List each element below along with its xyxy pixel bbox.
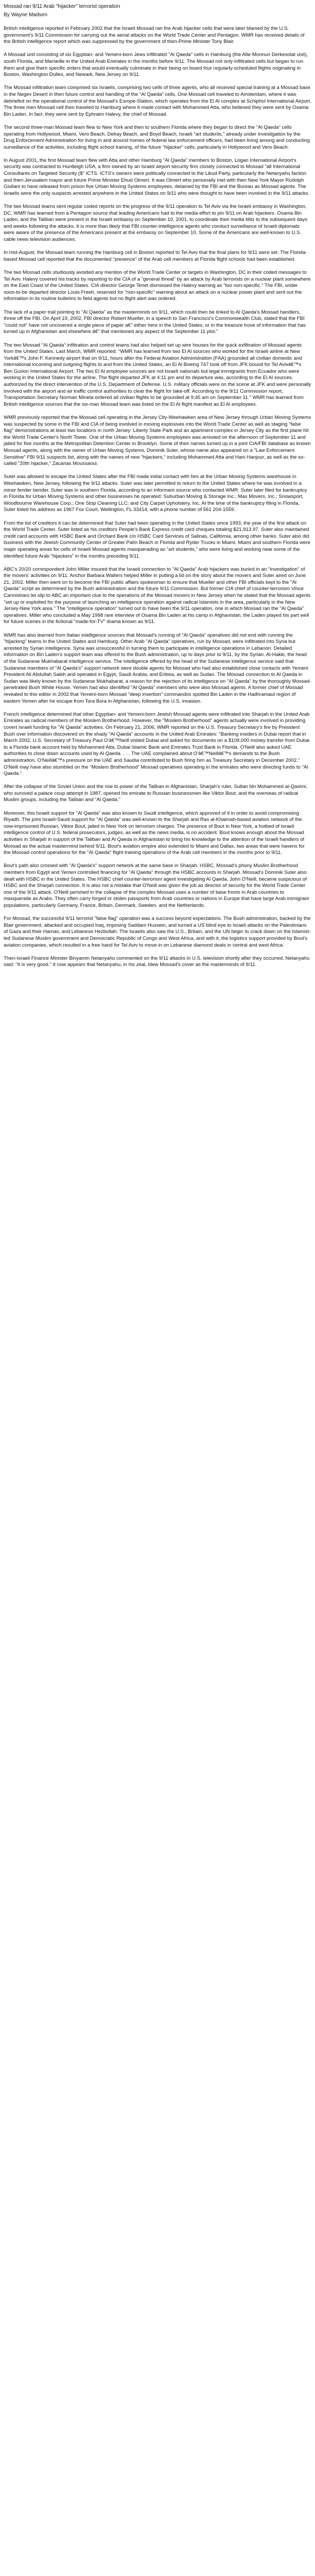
article-paragraph: French intelligence determined that other Egyptian- and Yemeni-born Jewish Mossad agents were infiltrated into Sharjah in the United Arab Emirates as radical members of the Moslem Brotherhood. However, the "Moslem Brotherhood" agents actually were involved in providing covert Israeli funding for "Al Qaeda" activities. On February 21, 2006, WMR reported on the U.S. Treasury Secretary's fire by President Bush over information discovered on the shady "Al Qaeda" accounts in the United Arab Emirates: "Banking insiders in Dubai report that in March 2002, U.S. Secretary of Treasury Paul O'â€™Neill visited Dubai and asked for documents on a $109,000 money transfer from Dubai to a Florida bank account held by Mohammed Atta. Dubai Islamic Bank and Emirates Trust Bank in Florida. O'Neill also asked UAE authorities to close down accounts used by Al Qaeda. . . . The UAE complained about O'â€™Neillâ€™s demands to the Bush administration. O'Neillâ€™s pressure on the UAE and Saudia contributed to Bush firing him as Treasury Secretary in December 2002." O'Neill may have also stumbled on the "Moslem Brotherhood" Mossad operatives operating in the emirates who were directing funds to "Al Qaeda." <box>4 711 310 777</box>
article-paragraph: For Mossad, the successful 9/11 terrorist "false flag" operation was a success beyond expectations. The Bush administration, backed by the Blair government, attacked and occupied Iraq, imposing Saddam Hussein, and turned a US blind eye to Israeli attacks on the Palestinians of Gaza and their Hamas, and Lebanese Hezbollah. The Israelis also saw the U.S., Britain, and the UN begin to crack down on the Islamist-led Sudanese Muslim government and Democratic Republic of Congo and West Africa, and with it, the logistics support provided by Bout's aviation companies, which resulted in a free hand for Tel Aviv to move in on Lebanese diamond deals in central and west Africa. <box>4 916 311 948</box>
article-paragraph: Bout's path also crossed with "Al Qaeda's" support network at the same base in Sharjah. HSBC, Mossad's phony Muslim Brotherhood members from Egypt and Yemen controlled financing for "Al Qaeda" through the HSBC accounts in Sharjah. Mossad's Dominik Suter also dealt with HSBC in the United States. The HSBC chief counter-terrorism agent investigating Al Qaeda, John O'Neill, became suspicious of HSBC and the Sharjah connection. It is also not a mistake that O'Neill was given the job as director of security for the World Trade Center one of the 9/11 attack. O'Neill perished in the collapse of the complex Mossad uses a number of base fronts in Arab countries to masquerade as Arabs. They often carry forged or stolen passports from Arab countries or nations in Europe that have large Arab immigrant populations, particularly Germany, France, Britain, Denmark, Sweden, and the Netherlands. <box>4 863 309 908</box>
article-paragraph: After the collapse of the Soviet Union and the rise to power of the Taliban in Afghanistan, Sharjah's ruler, Sultan bin Mohammed al-Qasimi, who survived a palace coup attempt in 1987, opened his emirate to Russian businessmen like Viktor Bout, and the overseas of radical Muslim groups, including the Taliban and "Al Qaeda." <box>4 784 308 803</box>
article-paragraph: The two Mossad teams sent regular coded reports on the progress of the 9/11 operation to Tel Aviv via the Israeli embassy in Washington, DC. WMR has learned from a Pentagon source that leading Americans had to the media effort to pin 9/11 on Arab hijackers. Osama Bin Laden, and the Taliban were present in the Israeli embassy on September 10, 2001, to coordinate their media blitz to the subsequent days and weeks following the attacks. It is more than likely that FBI counter-intelligence agents who conduct surveillance of Israeli diplomats were aware of the presence of the Americans present at the embassy on September 10. Some of the Americans are well-known to U.S. cable news television audiences. <box>4 204 308 242</box>
article-paragraph: ABC's 20/20 correspondent John Miller insured that the Israeli connection to "Al Qaeda" Arab hijackers was buried in an "investigation" of the movers' activities on 9/11. Anchor Barbara Walters helped Miller in putting a lid on the story about the movers and Suter aired on June 21, 2002. Miller then went on to become the FBI public affairs spokesman to ensure that Mueller and other FBI officials kept to the "Al Qaeda" script as determined by the Bush administration and the future 9/11 Commission. But former CIA chief of counter-terrorism Vince Cannistraro let slip to ABC an important clue to the operations of the Mossad movers in New Jersey when he stated that the Mossad agents "set up or exploited for the purpose of launching an intelligence operation against radical Islamists in the area, particularly in the New Jersey-New York area." The "intelligence operation" turned out to have been the 9/11 operation, one in which Mossad ran the "Al Qaeda" operatives. Miller who concluded a May 1998 rare interview of Osama Bin Laden at his camp in Afghanistan, the Laden played his part well for future scenes in the fictional "made-for-TV" drama known as 9/11. <box>4 566 311 625</box>
article-paragraph: The two Mossad cells studiously avoided any mention of the World Trade Center or targets in Washington, DC in their coded messages to Tel Aviv. Halevy covered his tracks by reporting to the CIA of a "general threat" by an attack by Arab terrorists on a nuclear plant somewhere on the East Coast of the United States. CIA director George Tenet dismissed the Halevy warning as "too non-specific." The FBI, under soon-to-be departed director Louis Freeh, reserved for "non-specific" warning about an attack on a nuclear power plant and sent out the information in its routine bulletins to field agents but no flight alert was ordered. <box>4 269 311 302</box>
article-paragraph: The Mossad infiltration team comprised six Israelis, comprising two cells of three agents, who all received special training at a Mossad base in the Negev Desert in then future control and handling of the "Al Qaeda" cells. One Mossad cell traveled to Amsterdam, where it was debriefed on the operational control of the Mossad's Europe-Station, which operates from the El Al complex at Schiphol International Airport. The three men Mossad cell then traveled to Hamburg where it made contact with Mohammed Atta, who believed they were sent by Osama Bin Laden. In fact, they were sent by Ephraim Halevy, the chief of Mossad. <box>4 85 311 117</box>
article-paragraph: The two Mossad "Al Qaeda" infiltration and control teams had also helped set up wire houses for the quick exfiltration of Mossad agents from the United States. Last March, WMR reported: "WMR has learned from two El Al sources who worked for the Israeli airline at New Yorkâ€™s John F. Kennedy airport that on 9/11, hours after the Federal Aviation Administration (FAA) grounded all civilian domestic and international incoming and outgoing flights to and from the United States, an El Al Boeing 747 took off from JFK bound for Tel Avivâ€™s Ben Gurion International Airport. The two El Al employee sources are not Israeli nationals but legal immigrants from Ecuador who were working in the United States for the airline. The flight departed JFK at 4:11 pm and its departure was, according to the El Al sources, authorized by the direct intervention of the U.S. Department of Defense. U.S. military officials were on the scene at JFK and were personally involved with the airport and air traffic control authorities to clear the flight for take-off. According to the 9/11 Commission report, Transportation Secretary Norman Mineta ordered all civilian flights to be grounded at 9:45 am on September 11." WMR has learned from British intelligence sources that the six-man Mossad team was listed on the El Al flight manifest as El Al employees. <box>4 342 311 407</box>
article-byline: By Wayne Madsen <box>4 12 48 18</box>
article-paragraph: British intelligence reported in February 2002 that the Israeli Mossad ran the Arab hijacker cells that were later blamed by the U.S. government's 9/11 Commission for carrying out the aerial attacks on the World Trade Center and Pentagon. WMR has received details of the British intelligence report which was suppressed by the government of then-Prime Minister Tony Blair. <box>4 26 305 45</box>
article-paragraph: The lack of a paper trail pointing to "Al Qaeda" as the masterminds on 9/11, which could then be linked to Al Qaeda's Mossad handlers, threw off the FBI. On April 19, 2002, FBI director Robert Mueller, in a speech to San Francisco's Commonwealth Club, stated that the FBI "could not" have not uncovered a single piece of paper a€" either here in the United States, or in the treasure trove of information that has turned up in Afghanistan and elsewhere â€" that mentioned any aspect of the September 11 plot." <box>4 309 306 335</box>
article-paragraph: Moreover, this Israeli support for "Al Qaeda" was also known to Saudi intelligence, which approved of it in order to avoid compromising Riyadh. The joint Israeli-Saudi support for "Al Qaeda" was well-known to the Sharjah and Ras al-Khaimah-based aviation network of the now-imprisoned Russian, Viktor Bout, jailed in New York on terrorism charges. The presence of Bout in New York, a hotbed of Israeli intelligence control of U.S. federal prosecutors, judges, as well as the news media, is no accident. Bout knows enough about the Mossad activities in Sharjah in support of the Taliban and Al Qaeda in Afghanistan to bring his knowledge to the attention of the Israeli handlers of Mossad as the actual mastermind behind 9/11. Bout's aviation empire also extended to Miami and Dallas, two areas that were havens for the Mossad control operations for the "Al Qaeda" flight training operations of the Arab cell members in the months prior to 9/11. <box>4 810 305 856</box>
article-paragraph: In August 2001, the first Mossad team flew with Atta and other Hamburg "Al Qaeda" members to Boston, Logan International Airport's security was contracted to Huntleigh USA, a firm owned by an Israeli airport security firm closely connected to Mossad "all International Consultants on Targeted Security ($" ICTS. ICTS's owners were politically connected to the Likud Party, particularly the Netanyahu faction and then-Jerusalem mayor and future Prime Minister Ehud Olmert. It was Olmert who personally met with then New York Mayor Rudolph Giuliani to have released from prison five Urban Moving Systems employees, detained by the FBI and the Bureau as Mossad agents. The Israelis were the only suspects arrested anywhere in the United States on 9/11 who were thought to have been involved in the 9/11 attacks. <box>4 157 310 196</box>
article-paragraph: A Mossad unit consisting of six Egyptian- and Yemeni-born Jews infiltrated "Al Qaeda" cells in Hamburg (the Alte-Monnun Derkesolat unit), south Florida, and Marseille in the United Arab Emirates in the months before 9/11. The Mossad not only infiltrated cells but began to run them and give them specific orders that would eventually culminate in their being on board four regularly-scheduled flights originating in Boston, Washington Dulles, and Newark, New Jersey on 9/11. <box>4 52 308 78</box>
article-paragraph: WMR has also learned from Italian intelligence sources that Mossad's running of "Al Qaeda" operatives did not end with running the "hijacking" teams in the United States and Hamburg. Other Arab "Al Qaeda" operatives, run by Mossad, were infiltrated into Syria but arrested by Syrian intelligence. Syria was unsuccessful in turning them to participate in intelligence operations in Lebanon. Detailed information on Bin Laden's support team was offered to the Bush administration, up to days prior to 9/11, by the Syrian. Al-Hakki, the head of the Sudanese Mukhabarat intelligence service. The intelligence offered by the head of the Sudanese intelligence service said that Sudanese members of "Al Qaeda's" support network were double agents for Mossad who had also established close contacts with Yemeni President Ali Abdullah Saleh and operated in Egypt, Saudi Arabia, and Eritrea, as well as Sudan. The Mossad connection to Al Qaeda in Sudan was likely known by the Sudanese Mukhabarat, a reason for the rejection of its intelligence on "Al Qaeda" by the thoroughly Mossad-penetrated Bush White House. Yemen had also identified "Al Qaeda" members who were also Mossad agents. A former chief of Mossad revealed to this editor in 2002 that Yemeni-born Mossad "deep insertion" commandos spotted Bin Laden in the Hadhramaut region of eastern Yemen after he escape from Tora Bora in Afghanistan, following the U.S. invasion. <box>4 632 311 704</box>
article-paragraph: In mid-August, the Mossad team running the Hamburg cell in Boston reported to Tel Aviv that the final plans for 9/11 were set. The Florida-based Mossad cell reported that the documented "presence" of the Arab cell members at Florida flight schools had been established. <box>4 250 307 262</box>
article-paragraph: The second three-man Mossad team flew to New York and then to southern Florida where they began to direct the "Al Qaeda" cells operating from Hollywood, Miami, Vero Beach, Delray Beach, and Boyd Beach, Israeli "art students," already under investigation by the Drug Enforcement Administration for living in and around homes of federal law enforcement officers, had been living among and conducting surveillance of the activities, including flight school training, of the future "hijacker" cells, particularly in Hollywood and Vero Beach. <box>4 124 310 150</box>
article-paragraph: Then-Israeli Finance Minister Binyamin Netanyahu commented on the 9/11 attacks in U.S. television shortly after they occurred. Netanyahu said: "It is very good." It now appears that Netanyahu, in his zeal, blew Mossad's cover as the masterminds of 9/11. <box>4 955 310 968</box>
article-title: Mossad ran 9/11 Arab "hijacker" terrorist operation <box>4 4 120 9</box>
article-paragraph: From the list of creditors it can be determined that Suter had been operating in the United States since 1993, the year of the first attack on the World Trade Center. Suter listed as his creditors People's Bank Express credit card cheques totaling $21,913.97. Suter also maintained credit card accounts with HSBC Bank and Orchard Bank c/o HSBC Card Services of Salinas, California, among other banks. Suter also did business with the Jewish Community Center of Greater Palm Beach in Florida and Ryder Trucks in Miami. Miami and southern Florida were major operating areas for cells of Israeli Mossad agents masquerading as "art students," who were living and working near some of the identified future Arab "hijackers" in the months preceding 9/11. <box>4 520 311 559</box>
article-body <box>4 26 311 969</box>
article-page <box>0 0 315 969</box>
article-paragraph: WMR previously reported that the Mossad cell operating in the Jersey City-Weehawken area of New Jersey through Urban Moving Systems was suspected by some in the FBI and CIA of being involved in moving explosives into the World Trade Center as well as staging "false flag" demonstrations at least two locations in north Jersey: Liberty State Park and an apartment complex in Jersey City as the first plane hit the World Trade Center's North Tower. One of the Urban Moving Systems employees was arrested on the afternoon of September 11 and jailed for five months at the Metropolitan Detention Center in Brooklyn. Some of their names turned up in a joint CIA/FBI database as known Mossad agents, along with the owner of Urban Moving Systems, Dominik Suter, whose name also appeared on a "Law Enforcement Sensitive" FBI 9/11 suspects list, along with the names of new "hijackers," including Mohammed Atta and Hani Hanjour, as well as the so-called "20th hijacker," Zacarias Moussaoui. <box>4 415 311 467</box>
article-paragraph: Suter was allowed to escape the United States after the FBI made initial contact with him at the Urban Moving Systems warehouse in Weehawken, New Jersey, following the 9/11 attacks. Suter was later permitted to return to the United States where he was involved in a minor fender bender. Suter was in southern Florida, according to an informant source who contacted WMR. Suter later filed for bankruptcy in Florida for Urban Moving Systems and other businesses he operated: Suburban Moving & Storage Inc.; Max Movers, Inc.; Snowsport, Woodbourne Warehouse Corp.; One Stop Cleaning LLC; and City Carpet Upholstery, Inc. At the time of the bankruptcy filing in Florida, Suter listed his address as 1967 Fox Court, Wellington, FL 33414, with a phone number of 561 204-1559. <box>4 474 307 513</box>
